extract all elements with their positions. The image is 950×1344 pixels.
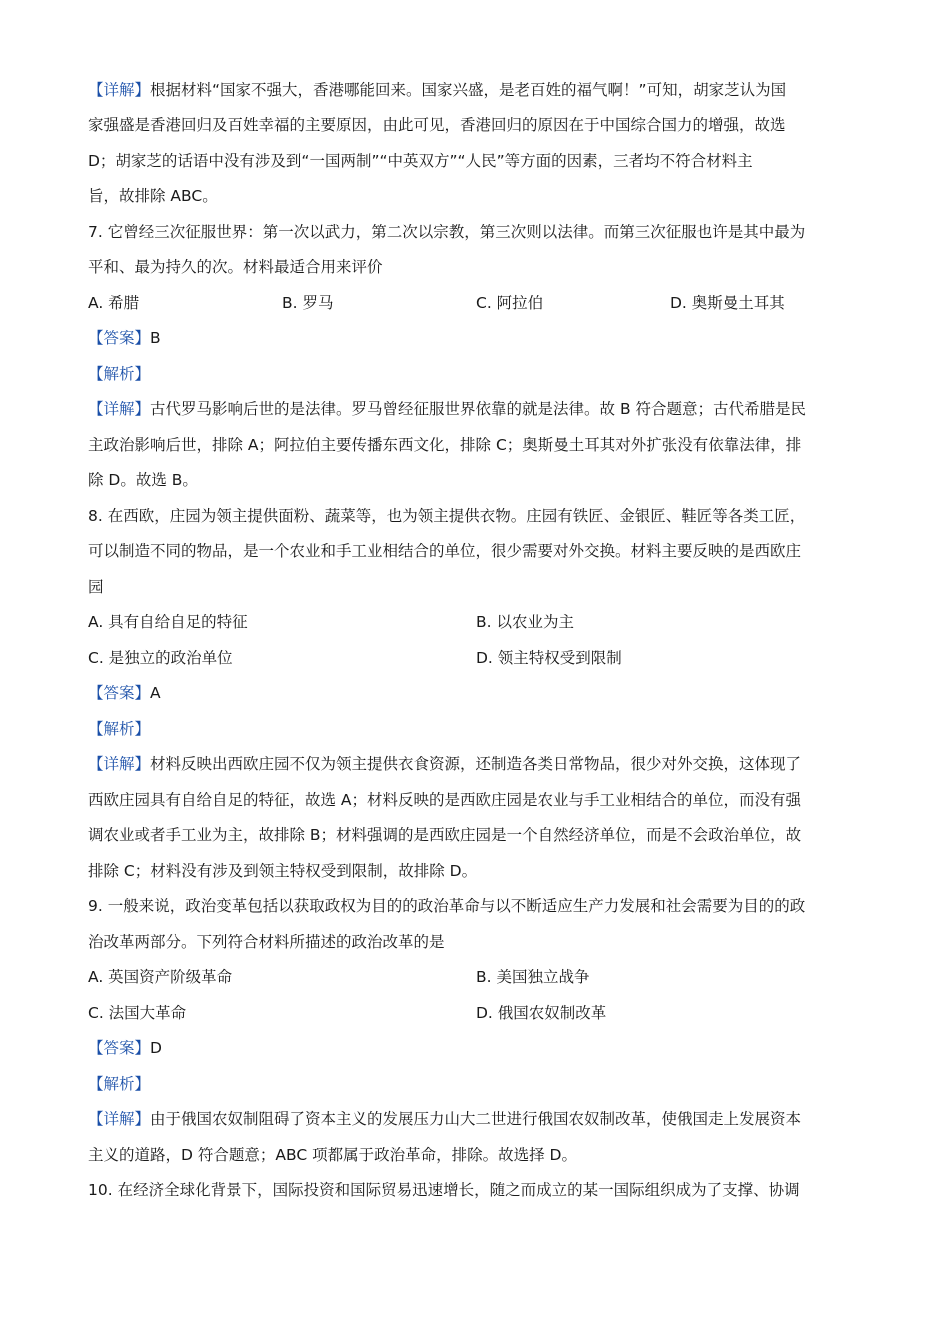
answer-label: 【答案】: [88, 684, 151, 703]
q7-stem-line-2: 平和、最为持久的次。材料最适合用来评价: [88, 258, 383, 277]
q7-option-d: D. 奥斯曼土耳其: [670, 293, 785, 312]
analysis-label: 【解析】: [88, 719, 151, 738]
q8-option-b: B. 以农业为主: [476, 613, 574, 632]
q9-options-row-1: [88, 960, 868, 996]
q8-stem-line-3: 园: [88, 577, 104, 596]
q6-detail-line-2: 家强盛是香港回归及百姓幸福的主要原因，由此可见，香港回归的原因在于中国综合国力的增强，故选: [88, 116, 786, 135]
q7-detail-line-3: 除 D。故选 B。: [88, 471, 198, 490]
q8-answer: [88, 676, 868, 712]
q7-options: [88, 285, 868, 321]
q9-option-d: D. 俄国农奴制改革: [476, 1003, 607, 1022]
q8-options-row-1: [88, 605, 868, 641]
analysis-label: 【解析】: [88, 364, 151, 383]
q6-detail-line-4: 旨，故排除 ABC。: [88, 187, 218, 206]
detail-label: 【详解】: [88, 80, 151, 99]
q6-detail-line-1: 【详解】 根据材料“国家不强大，香港哪能回来。国家兴盛，是老百姓的福气啊！”可知，胡家芝认为国: [88, 80, 787, 99]
answer-label: 【答案】: [88, 1039, 151, 1058]
q7-analysis: [88, 356, 868, 392]
q9-option-a: A. 英国资产阶级革命: [88, 968, 233, 987]
q9-answer: [88, 1031, 868, 1067]
q9-options-row-2: [88, 995, 868, 1031]
q7-option-b: B. 罗马: [282, 293, 334, 312]
q9-stem-line-1: 9. 一般来说，政治变革包括以获取政权为目的的政治革命与以不断适应生产力发展和社会需要为目的的政: [88, 897, 806, 916]
q9-option-c: C. 法国大革命: [88, 1003, 187, 1022]
analysis-label: 【解析】: [88, 1074, 151, 1093]
detail-label: 【详解】: [88, 1110, 151, 1129]
q7-detail-line-2: 主政治影响后世，排除 A；阿拉伯主要传播东西文化，排除 C；奥斯曼土耳其对外扩张没有依靠法律，排: [88, 435, 802, 454]
q8-option-d: D. 领主特权受到限制: [476, 648, 622, 667]
q9-detail-line-1: 【详解】 由于俄国农奴制阻碍了资本主义的发展压力山大二世进行俄国农奴制改革，使俄国走上发展资本: [88, 1110, 802, 1129]
q8-option-c: C. 是独立的政治单位: [88, 648, 233, 667]
q6-detail-line-3: D；胡家芝的话语中没有涉及到“一国两制”“中英双方”“人民”等方面的因素，三者均不符合材料主: [88, 151, 753, 170]
q8-option-a: A. 具有自给自足的特征: [88, 613, 248, 632]
q7-detail-line-1: 【详解】 古代罗马影响后世的是法律。罗马曾经征服世界依靠的就是法律。故 B 符合题意；古代希腊是民: [88, 400, 807, 419]
q9-detail-line-2: 主义的道路，D 符合题意；ABC 项都属于政治革命，排除。故选择 D。: [88, 1145, 577, 1164]
q9-stem-line-2: 治改革两部分。下列符合材料所描述的政治改革的是: [88, 932, 445, 951]
q8-detail-line-1: 【详解】 材料反映出西欧庄园不仅为领主提供衣食资源，还制造各类日常物品，很少对外交换，这体现了: [88, 755, 802, 774]
answer-value: D: [150, 1039, 162, 1058]
q8-options-row-2: [88, 640, 868, 676]
q7-stem-line-1: 7. 它曾经三次征服世界：第一次以武力，第二次以宗教，第三次则以法律。而第三次征服也许是其中最为: [88, 222, 806, 241]
q8-analysis: [88, 711, 868, 747]
q9-option-b: B. 美国独立战争: [476, 968, 590, 987]
document-page: [88, 72, 868, 1208]
q8-stem-line-1: 8. 在西欧，庄园为领主提供面粉、蔬菜等，也为领主提供衣物。庄园有铁匠、金银匠、鞋匠等各类工匠，: [88, 506, 806, 525]
q8-detail-line-3: 调农业或者手工业为主，故排除 B；材料强调的是西欧庄园是一个自然经济单位，而是不会政治单位，故: [88, 826, 802, 845]
detail-label: 【详解】: [88, 755, 151, 774]
q7-option-c: C. 阿拉伯: [476, 293, 544, 312]
q8-detail-line-4: 排除 C；材料没有涉及到领主特权受到限制，故排除 D。: [88, 861, 478, 880]
q10-stem-line-1: 10. 在经济全球化背景下，国际投资和国际贸易迅速增长，随之而成立的某一国际组织成为了支撑、协调: [88, 1181, 800, 1200]
answer-value: A: [150, 684, 161, 703]
q8-detail-line-2: 西欧庄园具有自给自足的特征，故选 A；材料反映的是西欧庄园是农业与手工业相结合的单位，而没有强: [88, 790, 802, 809]
q7-answer: [88, 321, 868, 357]
detail-label: 【详解】: [88, 400, 151, 419]
answer-label: 【答案】: [88, 329, 151, 348]
q9-analysis: [88, 1066, 868, 1102]
q7-option-a: A. 希腊: [88, 293, 140, 312]
q8-stem-line-2: 可以制造不同的物品，是一个农业和手工业相结合的单位，很少需要对外交换。材料主要反映的是西欧庄: [88, 542, 802, 561]
answer-value: B: [150, 329, 161, 348]
